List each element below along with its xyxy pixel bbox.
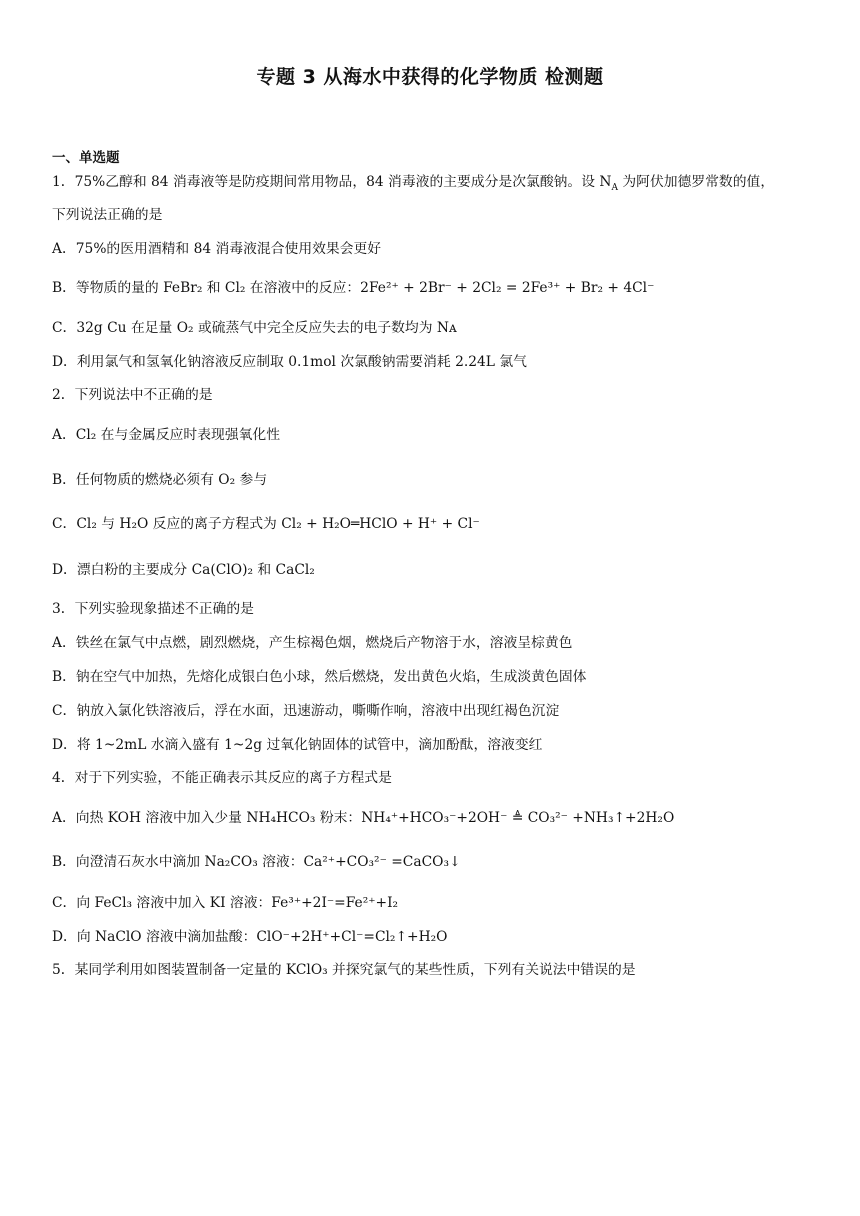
- question-4-option-c: C．向 FeCl₃ 溶液中加入 KI 溶液：Fe³⁺+2I⁻=Fe²⁺+I₂: [52, 895, 399, 911]
- question-2-option-a: A．Cl₂ 在与金属反应时表现强氧化性: [52, 427, 281, 443]
- question-2-option-d: D．漂白粉的主要成分 Ca(ClO)₂ 和 CaCl₂: [52, 562, 315, 578]
- question-4-option-d: D．向 NaClO 溶液中滴加盐酸：ClO⁻+2H⁺+Cl⁻=Cl₂↑+H₂O: [52, 929, 448, 945]
- question-1-option-d: D．利用氯气和氢氧化钠溶液反应制取 0.1mol 次氯酸钠需要消耗 2.24L 氯气: [52, 354, 527, 370]
- question-5-stem: 5．某同学利用如图装置制备一定量的 KClO₃ 并探究氯气的某些性质，下列有关说法中错误的是: [52, 962, 636, 978]
- question-1-option-c: C．32g Cu 在足量 O₂ 或硫蒸气中完全反应失去的电子数均为 Nᴀ: [52, 320, 457, 336]
- question-3-option-c: C．钠放入氯化铁溶液后，浮在水面，迅速游动，嘶嘶作响，溶液中出现红褐色沉淀: [52, 703, 560, 719]
- page-title: 专题 3 从海水中获得的化学物质 检测题: [256, 66, 604, 88]
- question-1-stem: 1．75%乙醇和 84 消毒液等是防疫期间常用物品，84 消毒液的主要成分是次氯酸钠。设 $N_A$ 为阿伏加德罗常数的值，: [52, 174, 775, 193]
- question-3-option-b: B．钠在空气中加热，先熔化成银白色小球，然后燃烧，发出黄色火焰，生成淡黄色固体: [52, 669, 587, 685]
- question-2-stem: 2．下列说法中不正确的是: [52, 387, 213, 403]
- question-1-stem-cont: 下列说法正确的是: [52, 207, 163, 223]
- question-2-option-b: B．任何物质的燃烧必须有 O₂ 参与: [52, 472, 268, 488]
- question-3-stem: 3．下列实验现象描述不正确的是: [52, 601, 254, 617]
- question-4-option-b: B．向澄清石灰水中滴加 Na₂CO₃ 溶液：Ca²⁺+CO₃²⁻ =CaCO₃↓: [52, 854, 461, 870]
- question-3-option-d: D．将 1~2mL 水滴入盛有 1~2g 过氧化钠固体的试管中，滴加酚酞，溶液变红: [52, 737, 543, 753]
- section-heading: 一、单选题: [52, 150, 120, 166]
- question-1-option-b: B．等物质的量的 FeBr₂ 和 Cl₂ 在溶液中的反应：2Fe²⁺ + 2Br⁻ + 2Cl₂ = 2Fe³⁺ + Br₂ + 4Cl⁻: [52, 280, 655, 296]
- question-4-option-a: A．向热 KOH 溶液中加入少量 NH₄HCO₃ 粉末：NH₄⁺+HCO₃⁻+2OH⁻ ≜ CO₃²⁻ +NH₃↑+2H₂O: [52, 810, 675, 826]
- question-3-option-a: A．铁丝在氯气中点燃，剧烈燃烧，产生棕褐色烟，燃烧后产物溶于水，溶液呈棕黄色: [52, 635, 573, 651]
- question-1-option-a: A．75%的医用酒精和 84 消毒液混合使用效果会更好: [52, 241, 382, 257]
- question-2-option-c: C．Cl₂ 与 H₂O 反应的离子方程式为 Cl₂ + H₂O═HClO + H⁺ + Cl⁻: [52, 516, 480, 532]
- question-4-stem: 4．对于下列实验，不能正确表示其反应的离子方程式是: [52, 770, 392, 786]
